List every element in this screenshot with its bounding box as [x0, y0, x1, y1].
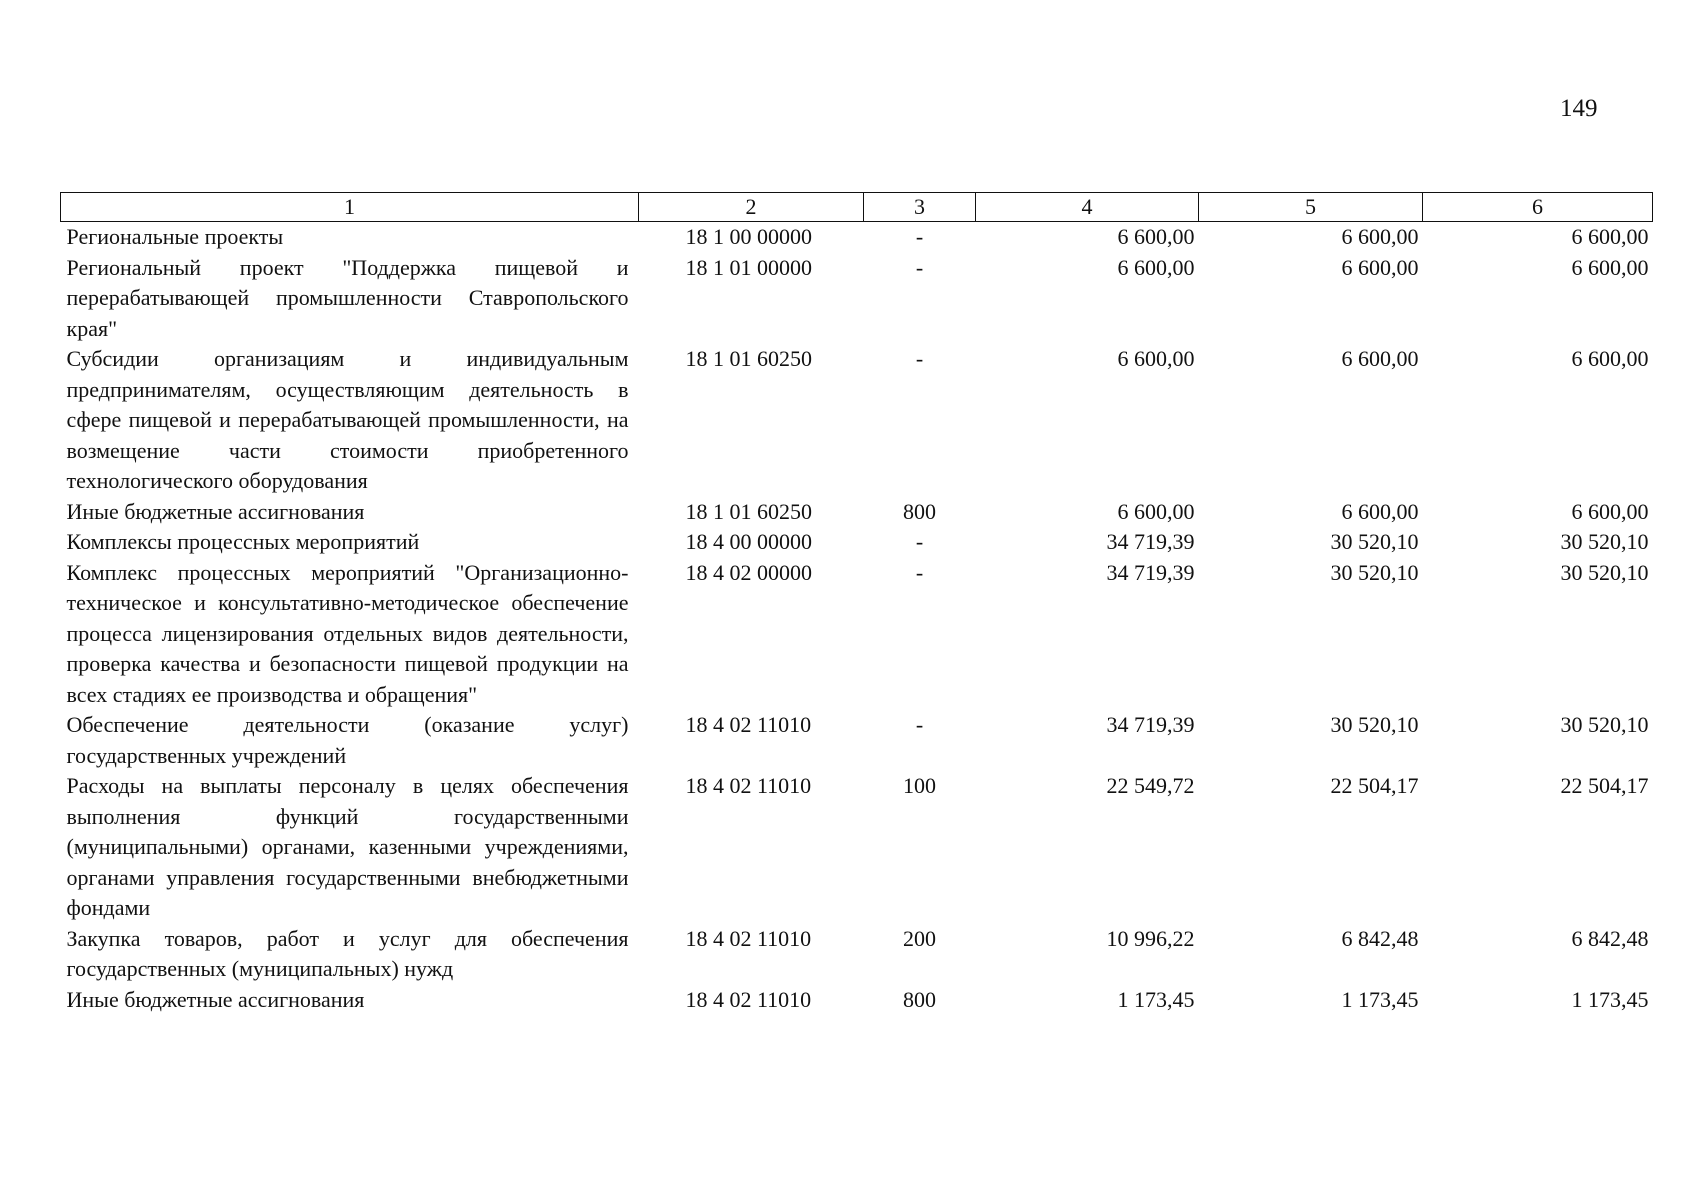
table-row [61, 253, 1653, 345]
row-expense-type: 200 [903, 925, 936, 951]
row-amount-col5: 6 842,48 [1341, 925, 1419, 951]
header-cell-4: 4 [976, 193, 1199, 222]
row-amount-col5: 6 600,00 [1341, 346, 1419, 371]
row-code: 18 1 01 00000 [685, 254, 812, 280]
row-amount-col6: 30 520,10 [1560, 712, 1649, 737]
header-cell-2: 2 [639, 193, 864, 222]
row-name: Иные бюджетные ассигнования [66, 986, 365, 1012]
row-name: Обеспечение деятельности (оказание услуг) государственных учреждений [66, 712, 629, 768]
row-amount-col5: 1 173,45 [1341, 986, 1419, 1012]
row-name: Региональный проект "Поддержка пищевой и перерабатывающей промышленности Ставропольского края" [66, 254, 629, 341]
row-expense-type: 800 [903, 986, 936, 1012]
row-amount-col4: 34 719,39 [1106, 712, 1195, 737]
row-name: Комплексы процессных мероприятий [66, 529, 420, 554]
header-cell-6: 6 [1423, 193, 1653, 222]
table-row [61, 924, 1653, 985]
row-amount-col5: 30 520,10 [1330, 559, 1419, 585]
row-name: Региональные проекты [66, 224, 284, 249]
table-row [61, 222, 1653, 253]
row-name: Иные бюджетные ассигнования [66, 498, 365, 524]
row-amount-col5: 6 600,00 [1341, 498, 1419, 524]
row-amount-col4: 6 600,00 [1117, 224, 1195, 249]
table-row [61, 527, 1653, 558]
row-code: 18 4 02 11010 [685, 773, 812, 798]
header-cell-3: 3 [864, 193, 976, 222]
row-amount-col4: 34 719,39 [1106, 529, 1195, 554]
row-code: 18 4 02 11010 [685, 712, 812, 737]
row-expense-type: - [915, 346, 924, 371]
row-amount-col6: 6 600,00 [1571, 498, 1649, 524]
header-cell-5: 5 [1199, 193, 1423, 222]
table-row [61, 497, 1653, 528]
row-expense-type: - [915, 712, 924, 737]
row-amount-col4: 6 600,00 [1117, 498, 1195, 524]
row-expense-type: - [915, 224, 924, 249]
row-amount-col6: 22 504,17 [1560, 773, 1649, 798]
budget-table-container [60, 192, 1652, 1015]
row-amount-col6: 6 600,00 [1571, 346, 1649, 371]
row-amount-col5: 30 520,10 [1330, 529, 1419, 554]
row-code: 18 1 01 60250 [685, 498, 812, 524]
row-amount-col5: 6 600,00 [1341, 224, 1419, 249]
row-code: 18 4 02 11010 [685, 986, 812, 1012]
page-number: 149 [1560, 95, 1598, 122]
row-expense-type: - [915, 559, 924, 585]
table-row [61, 771, 1653, 924]
row-name: Расходы на выплаты персоналу в целях обеспечения выполнения функций государственными (муниципальными) органами, казенными учреждениями, органами управления государственными внебюджетными фондами [66, 773, 629, 920]
budget-table [60, 192, 1653, 1015]
row-amount-col6: 6 842,48 [1571, 925, 1649, 951]
row-code: 18 1 00 00000 [685, 224, 812, 249]
row-amount-col4: 6 600,00 [1117, 254, 1195, 280]
row-amount-col4: 22 549,72 [1106, 773, 1195, 798]
row-amount-col6: 1 173,45 [1571, 986, 1649, 1012]
row-expense-type: 800 [903, 498, 936, 524]
row-amount-col6: 30 520,10 [1560, 529, 1649, 554]
row-name: Закупка товаров, работ и услуг для обеспечения государственных (муниципальных) нужд [66, 925, 629, 981]
row-name: Субсидии организациям и индивидуальным предпринимателям, осуществляющим деятельность в сфере пищевой и перерабатывающей промышленности, на возмещение части стоимости приобретенного технологического оборудования [66, 346, 629, 493]
row-amount-col4: 1 173,45 [1117, 986, 1195, 1012]
row-amount-col4: 34 719,39 [1106, 559, 1195, 585]
row-amount-col5: 22 504,17 [1330, 773, 1419, 798]
row-amount-col4: 10 996,22 [1106, 925, 1195, 951]
header-cell-1: 1 [61, 193, 639, 222]
row-code: 18 4 02 00000 [685, 559, 812, 585]
table-row [61, 344, 1653, 497]
row-expense-type: - [915, 529, 924, 554]
row-code: 18 4 00 00000 [685, 529, 812, 554]
row-amount-col6: 30 520,10 [1560, 559, 1649, 585]
row-name: Комплекс процессных мероприятий "Организационно-техническое и консультативно-методическое обеспечение процесса лицензирования отдельных видов деятельности, проверка качества и безопасности пищевой продукции на всех стадиях ее производства и обращения" [66, 559, 629, 707]
row-amount-col5: 30 520,10 [1330, 712, 1419, 737]
row-amount-col4: 6 600,00 [1117, 346, 1195, 371]
row-code: 18 4 02 11010 [685, 925, 812, 951]
row-expense-type: 100 [903, 773, 936, 798]
row-expense-type: - [915, 254, 924, 280]
table-row [61, 985, 1653, 1016]
table-body [61, 222, 1653, 1016]
table-header [61, 193, 1653, 222]
row-amount-col6: 6 600,00 [1571, 224, 1649, 249]
row-code: 18 1 01 60250 [685, 346, 812, 371]
row-amount-col6: 6 600,00 [1571, 254, 1649, 280]
table-row [61, 710, 1653, 771]
row-amount-col5: 6 600,00 [1341, 254, 1419, 280]
header-row [61, 193, 1653, 222]
table-row [61, 558, 1653, 711]
